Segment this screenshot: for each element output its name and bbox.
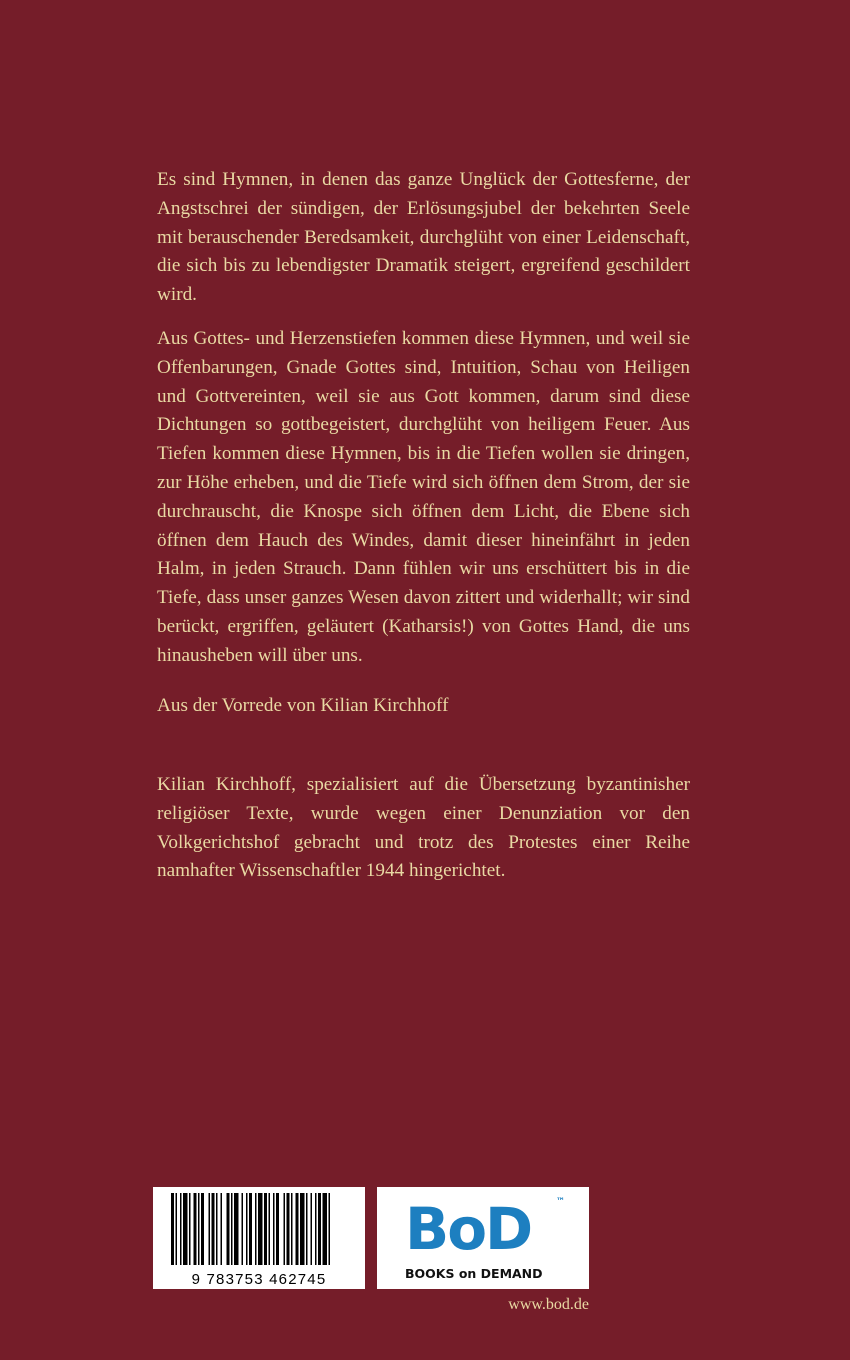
- author-bio: Kilian Kirchhoff, spezialisiert auf die Übersetzung byzantinisher religiöser Texte, wurde wegen einer Denunziation vor den Volkgerichtshof gebracht und trotz des Protestes einer Reihe namhafter Wissenschaftler 1944 hingerichtet.: [157, 774, 690, 882]
- trademark-symbol: ™: [556, 1197, 565, 1207]
- barcode-bar: [221, 1193, 223, 1265]
- barcode-bar: [242, 1193, 244, 1265]
- barcode-bar: [291, 1193, 293, 1265]
- blurb-paragraph-2: Aus Gottes- und Herzenstiefen kommen diese Hymnen, und weil sie Offenbarungen, Gnade Gottes sind, Intuition, Schau von Heiligen und Gottvereinten, weil sie aus Gott kommen, darum sind diese Dichtungen so gottbegeistert, durchglüht von heiligem Feuer. Aus Tiefen kommen diese Hymnen, bis in die Tiefen wollen sie dringen, zur Höhe erheben, und die Tiefe wird sich öffnen dem Strom, der sie durchrauscht, die Knospe sich öffnen dem Licht, die Ebene sich öffnen dem Hauch des Windes, damit dieser hineinfährt in jeden Halm, in jeden Strauch. Dann fühlen wir uns erschüttert bis in die Tiefe, dass unser ganzes Wesen davon zittert und widerhallt; wir sind berückt, ergriffen, geläutert (Katharsis!) von Gottes Hand, die uns hinausheben will über uns.: [157, 328, 690, 666]
- barcode-bar: [227, 1193, 230, 1265]
- barcode-bar: [246, 1193, 248, 1265]
- barcode-bar: [212, 1193, 215, 1265]
- barcode-bar: [183, 1193, 188, 1265]
- barcode-bar: [323, 1193, 328, 1265]
- barcode-bar: [269, 1193, 271, 1265]
- barcode-bar: [231, 1193, 233, 1265]
- barcode-graphic: [153, 1187, 365, 1289]
- source-note: Aus der Vorrede von Kilian Kirchhoff: [157, 695, 449, 716]
- barcode-bar: [189, 1193, 191, 1265]
- barcode-bar: [311, 1193, 313, 1265]
- blurb-paragraph-1: Es sind Hymnen, in denen das ganze Unglück der Gottesferne, der Angstschrei der sündigen, der Erlösungsjubel der bekehrten Seele mit berauschender Beredsamkeit, durchglüht von einer Leidenschaft, die sich bis zu lebendigster Dramatik steigert, ergreifend geschildert wird.: [157, 169, 690, 306]
- barcode-bar: [264, 1193, 267, 1265]
- bod-tagline: BOOKS on DEMAND: [405, 1266, 543, 1281]
- barcode-bar: [201, 1193, 204, 1265]
- barcode-bar: [287, 1193, 290, 1265]
- barcode-bar: [198, 1193, 200, 1265]
- barcode-bar: [258, 1193, 263, 1265]
- barcode-bar: [194, 1193, 197, 1265]
- barcode-bar: [284, 1193, 286, 1265]
- barcode-bar: [171, 1193, 174, 1265]
- barcode-bar: [216, 1193, 218, 1265]
- barcode-bar: [296, 1193, 299, 1265]
- barcode-bar: [273, 1193, 275, 1265]
- publisher-website: www.bod.de: [508, 1296, 589, 1313]
- barcode-bar: [300, 1193, 305, 1265]
- barcode-bar: [276, 1193, 279, 1265]
- barcode-bar: [234, 1193, 239, 1265]
- barcode-bar: [318, 1193, 321, 1265]
- bod-logo: BoD: [405, 1195, 532, 1263]
- publisher-logo-box: [377, 1187, 589, 1289]
- barcode-bar: [306, 1193, 308, 1265]
- barcode-bar: [329, 1193, 331, 1265]
- barcode-bar: [180, 1193, 182, 1265]
- barcode-bar: [315, 1193, 317, 1265]
- isbn-barcode: [153, 1187, 365, 1289]
- isbn-digits: 9 783753 462745: [191, 1271, 327, 1288]
- barcode-bar: [249, 1193, 252, 1265]
- barcode-bar: [209, 1193, 211, 1265]
- barcode-bar: [255, 1193, 257, 1265]
- barcode-bar: [176, 1193, 178, 1265]
